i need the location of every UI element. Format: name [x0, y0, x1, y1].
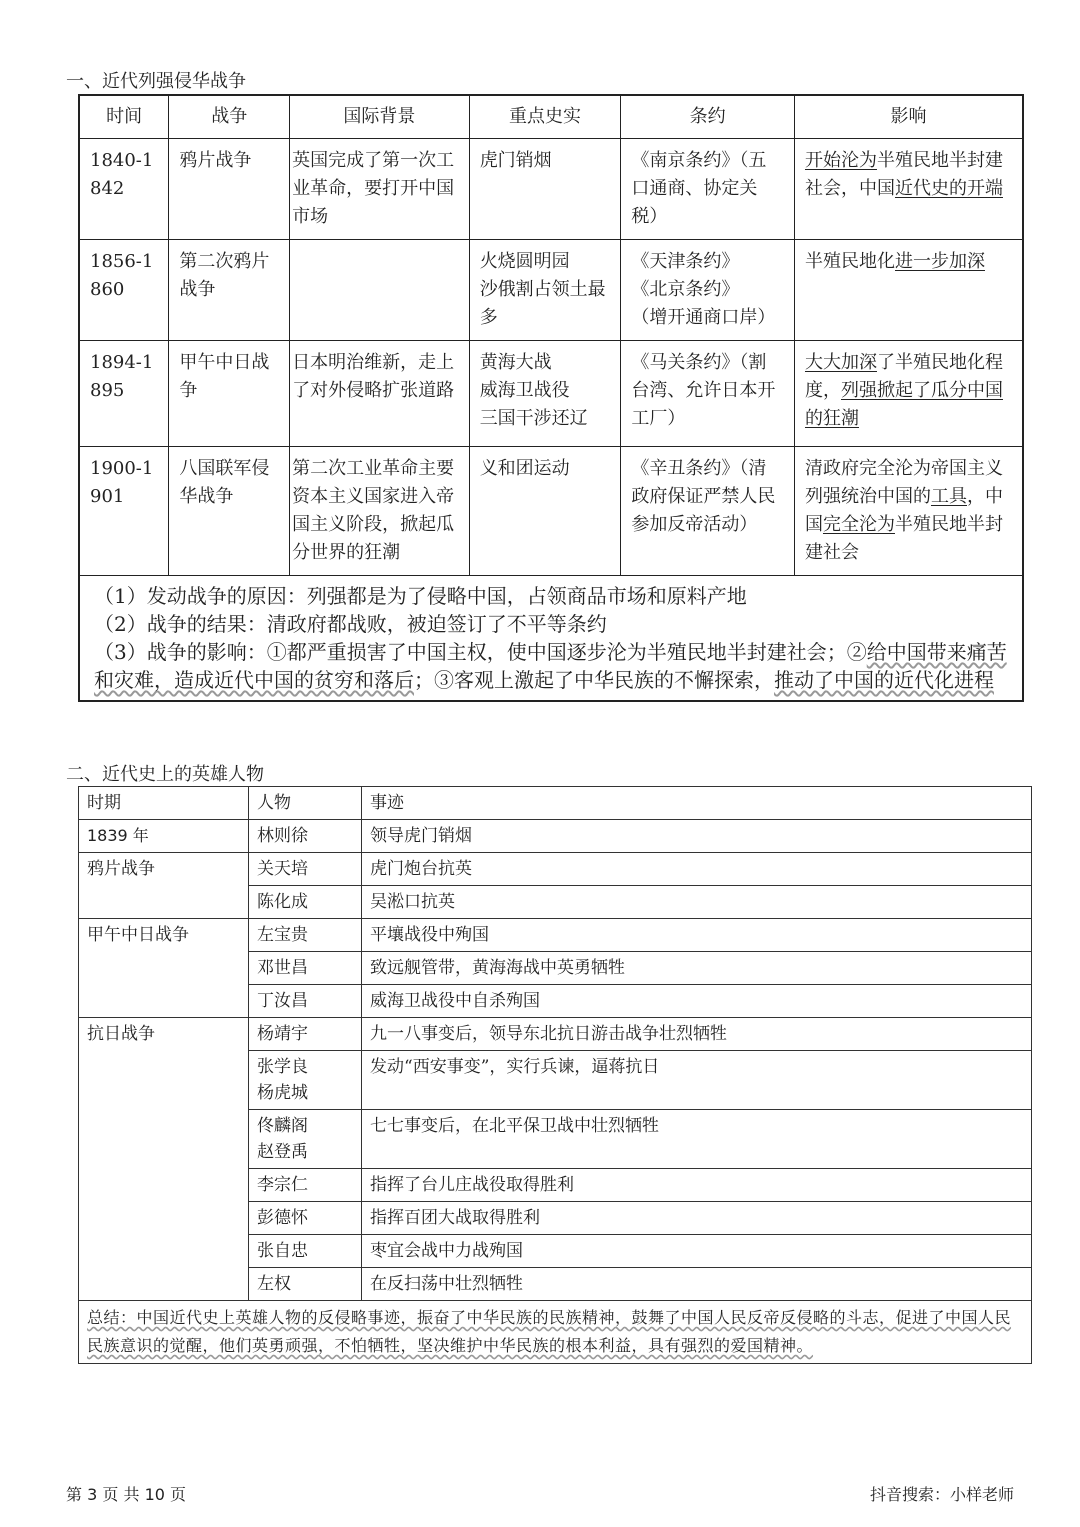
- cell-deed: 致远舰管带，黄海海战中英勇牺牲: [362, 952, 1032, 985]
- heroes-summary-text: 总结：中国近代史上英雄人物的反侵略事迹，振奋了中华民族的民族精神，鼓舞了中国人民反帝反侵略的斗志，促进了中国人民民族意识的觉醒，他们英勇顽强，不怕牺牲，坚决维护中华民族的根本利益，具有强烈的爱国精神。: [87, 1308, 1012, 1355]
- wars-summary: [79, 576, 1023, 702]
- impact-text: 了半殖民地化程度，: [804, 352, 1003, 401]
- page-prefix: 第: [66, 1485, 83, 1504]
- page-total: 10: [144, 1485, 165, 1504]
- cell-impact: [794, 240, 1023, 341]
- heroes-table: [78, 786, 1032, 1364]
- cell-person: 林则徐: [249, 820, 362, 853]
- cell-person: 佟麟阁 赵登禹: [249, 1110, 362, 1169]
- cell-person: 李宗仁: [249, 1169, 362, 1202]
- cell-deed: 指挥百团大战取得胜利: [362, 1202, 1032, 1235]
- heroes-summary: [79, 1301, 1032, 1364]
- header-time: 时间: [79, 95, 169, 139]
- cell-deed: 平壤战役中殉国: [362, 919, 1032, 952]
- summary-line-3: [94, 638, 1008, 694]
- cell-deed: 枣宜会战中力战殉国: [362, 1235, 1032, 1268]
- cell-person: 丁汝昌: [249, 985, 362, 1018]
- cell-person: 左权: [249, 1268, 362, 1301]
- heroes-table-header: [79, 787, 1032, 820]
- cell-facts: 火烧圆明园 沙俄割占领土最多: [469, 240, 621, 341]
- cell-facts: 虎门销烟: [469, 139, 621, 240]
- header-deed: 事迹: [362, 787, 1032, 820]
- cell-deed: 发动“西安事变”，实行兵谏，逼蒋抗日: [362, 1051, 1032, 1110]
- cell-time: 1840-1842: [79, 139, 169, 240]
- cell-impact: [794, 341, 1023, 447]
- cell-background: [290, 240, 470, 341]
- cell-deed: 七七事变后，在北平保卫战中壮烈牺牲: [362, 1110, 1032, 1169]
- summary-line-1: （1）发动战争的原因：列强都是为了侵略中国，占领商品市场和原料产地: [94, 584, 747, 608]
- cell-background: 第二次工业革命主要资本主义国家进入帝国主义阶段，掀起瓜分世界的狂潮: [290, 447, 470, 576]
- cell-background: 日本明治维新，走上了对外侵略扩张道路: [290, 341, 470, 447]
- header-period: 时期: [79, 787, 249, 820]
- cell-time: 1900-1901: [79, 447, 169, 576]
- cell-person: 张学良 杨虎城: [249, 1051, 362, 1110]
- impact-underline: 开始沦为: [804, 150, 877, 171]
- header-person: 人物: [249, 787, 362, 820]
- cell-deed: 九一八事变后，领导东北抗日游击战争壮烈牺牲: [362, 1018, 1032, 1051]
- table-row: [79, 341, 1023, 447]
- impact-underline: 完全沦为: [822, 514, 895, 535]
- cell-treaty: 《辛丑条约》（清政府保证严禁人民参加反帝活动）: [621, 447, 795, 576]
- cell-impact: [794, 447, 1023, 576]
- cell-person: 杨靖宇: [249, 1018, 362, 1051]
- page-number: [66, 1482, 186, 1505]
- cell-war: 鸦片战争: [169, 139, 290, 240]
- impact-underline: 近代史的开: [894, 178, 985, 199]
- impact-text: 清政府完全沦为帝国主义列强统治中国的: [804, 458, 1003, 507]
- wars-table: [78, 94, 1024, 702]
- table-row: [79, 447, 1023, 576]
- summary-row: [79, 576, 1023, 702]
- impact-underline: 工具: [930, 486, 967, 507]
- header-war: 战争: [169, 95, 290, 139]
- cell-deed: 在反扫荡中壮烈牺牲: [362, 1268, 1032, 1301]
- cell-facts: 义和团运动: [469, 447, 621, 576]
- table-row: [79, 853, 1032, 886]
- impact-text: 半殖民地化: [804, 251, 895, 272]
- cell-person: 彭德怀: [249, 1202, 362, 1235]
- cell-treaty: 《南京条约》（五口通商、协定关税）: [621, 139, 795, 240]
- cell-facts: 黄海大战 威海卫战役 三国干涉还辽: [469, 341, 621, 447]
- impact-underline: 列强掀起了瓜分中国的狂潮: [804, 380, 1003, 429]
- cell-person: 邓世昌: [249, 952, 362, 985]
- cell-impact: [794, 139, 1023, 240]
- cell-war: 八国联军侵华战争: [169, 447, 290, 576]
- cell-war: 第二次鸦片战争: [169, 240, 290, 341]
- cell-time: 1894-1895: [79, 341, 169, 447]
- summary-wavy: 推动了中国的近代化进程: [774, 668, 994, 692]
- header-impact: 影响: [794, 95, 1023, 139]
- cell-person: 张自忠: [249, 1235, 362, 1268]
- footer-credit: 抖音搜索：小样老师: [869, 1485, 1014, 1504]
- cell-person: 左宝贵: [249, 919, 362, 952]
- cell-person: 陈化成: [249, 886, 362, 919]
- cell-deed: 领导虎门销烟: [362, 820, 1032, 853]
- header-facts: 重点史实: [469, 95, 621, 139]
- table-row: [79, 919, 1032, 952]
- page-suffix: 页: [170, 1485, 187, 1504]
- impact-text: 半殖民地半封建社会: [804, 514, 1003, 563]
- cell-deed: 虎门炮台抗英: [362, 853, 1032, 886]
- impact-underline: 端: [984, 178, 1003, 199]
- page-current: 3: [87, 1485, 98, 1504]
- summary-text: ；③客观上激起了中华民族的不懈探索，: [414, 668, 774, 692]
- section2-title: 二、近代史上的英雄人物: [66, 764, 264, 785]
- impact-underline: 进一步加深: [894, 251, 985, 272]
- cell-period: 抗日战争: [79, 1018, 249, 1301]
- cell-time: 1856-1860: [79, 240, 169, 341]
- cell-period: 鸦片战争: [79, 853, 249, 919]
- table-row: [79, 1018, 1032, 1051]
- cell-background: 英国完成了第一次工业革命，要打开中国市场: [290, 139, 470, 240]
- table-row: [79, 820, 1032, 853]
- cell-deed: 威海卫战役中自杀殉国: [362, 985, 1032, 1018]
- impact-underline: 大大加深: [804, 352, 877, 373]
- summary-line-2: （2）战争的结果：清政府都战败，被迫签订了不平等条约: [94, 612, 607, 636]
- table-row: [79, 139, 1023, 240]
- cell-deed: 指挥了台儿庄战役取得胜利: [362, 1169, 1032, 1202]
- cell-deed: 吴淞口抗英: [362, 886, 1032, 919]
- summary-row: [79, 1301, 1032, 1364]
- wars-table-header: [79, 95, 1023, 139]
- header-background: 国际背景: [290, 95, 470, 139]
- cell-war: 甲午中日战争: [169, 341, 290, 447]
- section1-title: 一、近代列强侵华战争: [66, 71, 246, 92]
- summary-wavy: 给中国带来痛苦和灾难，造成近代中国的贫穷和落后: [94, 640, 1007, 692]
- summary-text: （3）战争的影响：①都严重损害了中国主权，使中国逐步沦为半殖民地半封建社会；②: [94, 640, 867, 664]
- cell-period: 甲午中日战争: [79, 919, 249, 1018]
- cell-person: 关天培: [249, 853, 362, 886]
- impact-text: ，中国: [804, 486, 1003, 535]
- table-row: [79, 240, 1023, 341]
- impact-text: 半殖民地半封建社会，中国: [804, 150, 1003, 199]
- page-mid: 页 共: [102, 1485, 140, 1504]
- cell-treaty: 《马关条约》（割台湾、允许日本开工厂）: [621, 341, 795, 447]
- cell-period: 1839 年: [79, 820, 249, 853]
- cell-treaty: 《天津条约》 《北京条约》 （增开通商口岸）: [621, 240, 795, 341]
- header-treaty: 条约: [621, 95, 795, 139]
